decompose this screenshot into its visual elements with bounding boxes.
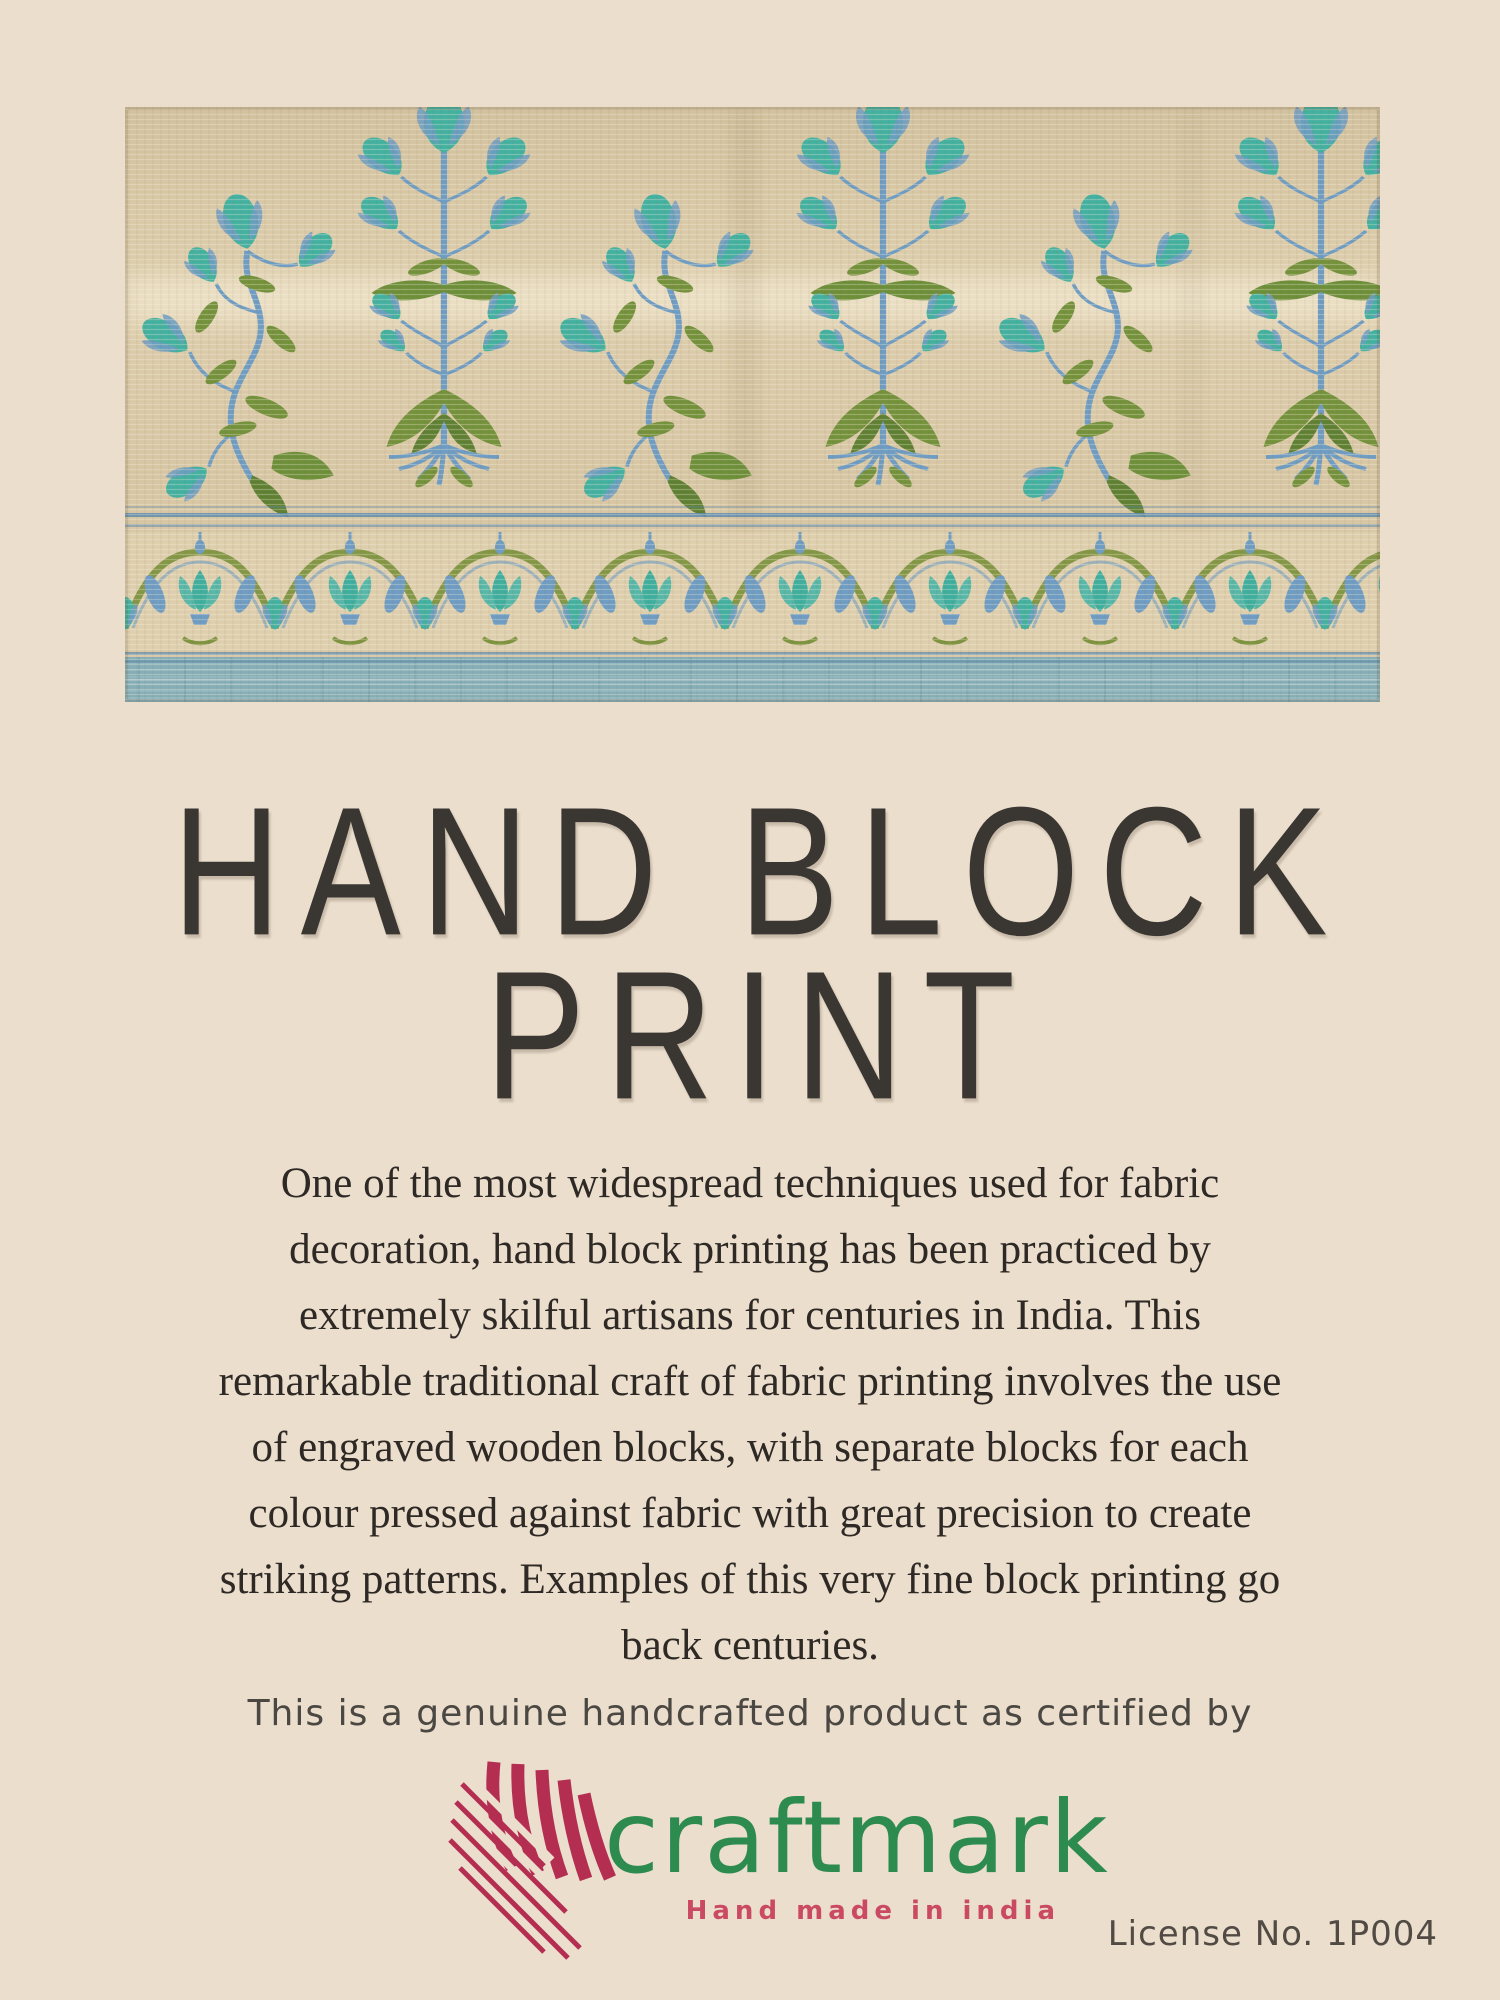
paragraph-line: striking patterns. Examples of this very fine block printing go bbox=[219, 1556, 1281, 1603]
description-paragraph bbox=[0, 1151, 1500, 1679]
fabric-photo-art bbox=[125, 107, 1380, 702]
paragraph-line: One of the most widespread techniques used for fabric bbox=[280, 1160, 1220, 1207]
certification-statement: This is a genuine handcrafted product as certified by bbox=[247, 1693, 1253, 1734]
paragraph-line: remarkable traditional craft of fabric printing involves the use bbox=[218, 1358, 1282, 1405]
paragraph-line: back centuries. bbox=[621, 1622, 879, 1669]
paragraph-line: extremely skilful artisans for centuries in India. This bbox=[299, 1292, 1201, 1339]
fabric-photo bbox=[125, 107, 1380, 702]
craftmark-weave-icon bbox=[446, 1760, 622, 1960]
paragraph-line: colour pressed against fabric with great precision to create bbox=[248, 1490, 1252, 1537]
paragraph-line: decoration, hand block printing has been practiced by bbox=[289, 1226, 1211, 1273]
title-text-print: PRINT bbox=[485, 932, 1035, 1138]
title-text-hand-block: HAND BLOCK bbox=[172, 768, 1348, 974]
paragraph-line: of engraved wooden blocks, with separate blocks for each bbox=[251, 1424, 1249, 1471]
page-title-line-2 bbox=[0, 930, 1500, 1138]
craftmark-weave-icon-art bbox=[446, 1760, 622, 1960]
page-title-line-1 bbox=[0, 766, 1500, 974]
license-number: License No. 1P004 bbox=[1107, 1914, 1438, 1954]
craftmark-tagline: Hand made in india bbox=[685, 1896, 1060, 1926]
craftmark-wordmark: craftmark bbox=[604, 1779, 1110, 1896]
